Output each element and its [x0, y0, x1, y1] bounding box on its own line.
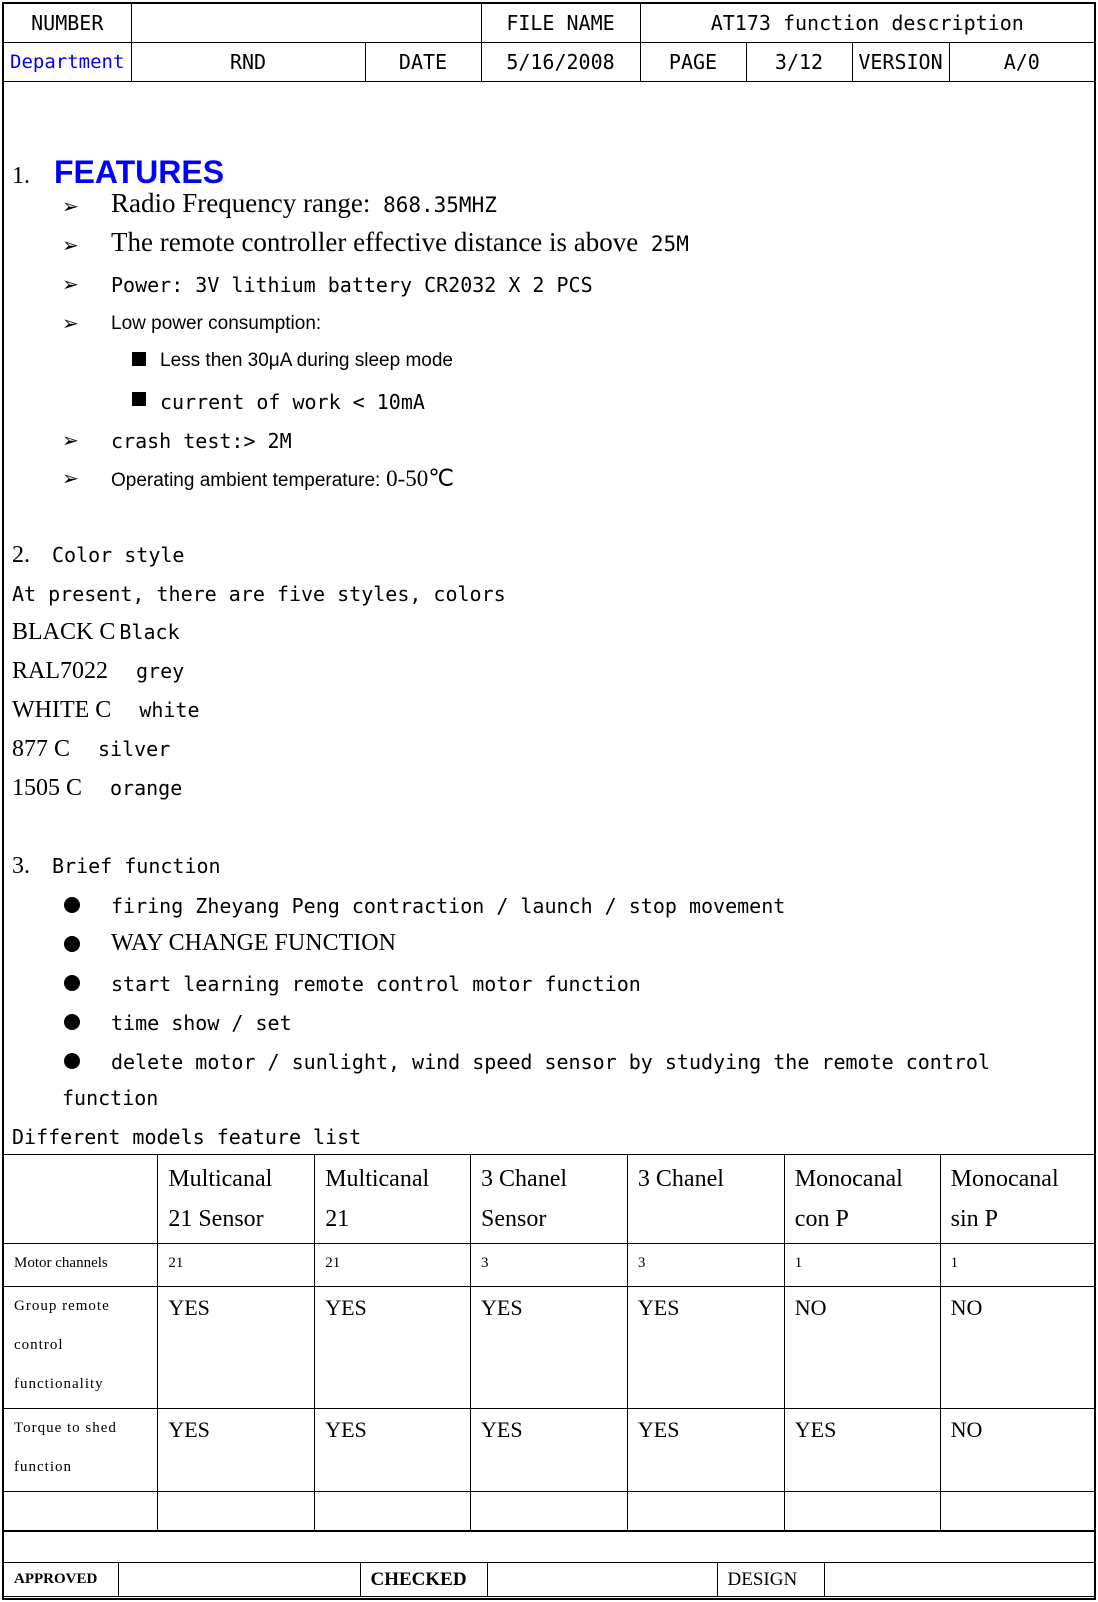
function-item: time show / set: [111, 1011, 292, 1035]
table-cell: [315, 1492, 471, 1532]
approved-value: [118, 1563, 360, 1597]
feature-item: Power: 3V lithium battery CR2032 X 2 PCS: [111, 273, 593, 297]
department-label: Department: [4, 43, 131, 82]
section3-title: Brief function: [52, 854, 221, 878]
arrow-bullet-icon: ➢: [62, 428, 79, 452]
section3-heading: [12, 853, 221, 880]
table-row: [4, 1244, 1094, 1287]
feature-item: Radio Frequency range: 868.35MHZ: [111, 188, 497, 218]
feature-sub-item: Less then 30μA during sleep mode: [160, 350, 453, 371]
feature-table: [4, 1154, 1094, 1532]
department-value: RND: [131, 43, 365, 82]
section2-heading: [12, 542, 184, 569]
footer-divider: [4, 1530, 1094, 1531]
feature-list-title: Different models feature list: [12, 1125, 362, 1149]
table-cell: [4, 1492, 158, 1532]
document-page: [2, 2, 1096, 1600]
table-cell: YES: [315, 1287, 471, 1409]
table-cell: YES: [627, 1409, 784, 1492]
round-bullet-icon: [64, 1053, 80, 1069]
color-item: 1505 C orange: [12, 775, 183, 801]
table-cell: NO: [784, 1287, 940, 1409]
column-header: Monocanal sin P: [940, 1155, 1094, 1244]
approved-label: APPROVED: [4, 1563, 118, 1597]
function-item: firing Zheyang Peng contraction / launch / stop movement: [111, 894, 786, 918]
round-bullet-icon: [64, 975, 80, 991]
row-label: Torque to shed function: [4, 1409, 158, 1492]
table-cell: [471, 1492, 628, 1532]
section1-title: FEATURES: [54, 154, 225, 190]
table-cell: YES: [784, 1409, 940, 1492]
arrow-bullet-icon: ➢: [62, 466, 79, 490]
column-header: 3 Chanel Sensor: [471, 1155, 628, 1244]
section2-title: Color style: [52, 543, 185, 567]
design-value: [824, 1563, 1094, 1597]
section3-number: 3.: [12, 853, 30, 879]
table-cell: NO: [940, 1409, 1094, 1492]
date-value: 5/16/2008: [481, 43, 640, 82]
color-item: WHITE C white: [12, 697, 200, 723]
feature-item: Low power consumption:: [111, 313, 322, 334]
file-name-value: AT173 function description: [640, 4, 1094, 43]
arrow-bullet-icon: ➢: [62, 194, 79, 218]
table-cell: YES: [471, 1287, 628, 1409]
column-header: Multicanal 21: [315, 1155, 471, 1244]
number-label: NUMBER: [4, 4, 131, 43]
table-cell: [784, 1492, 940, 1532]
table-cell: NO: [940, 1287, 1094, 1409]
column-header: 3 Chanel: [627, 1155, 784, 1244]
arrow-bullet-icon: ➢: [62, 233, 79, 257]
feature-table-header: [4, 1155, 1094, 1244]
table-row: [4, 1287, 1094, 1409]
design-label: DESIGN: [717, 1563, 824, 1597]
table-cell: YES: [158, 1409, 315, 1492]
table-row: [4, 1409, 1094, 1492]
column-header: Multicanal 21 Sensor: [158, 1155, 315, 1244]
table-cell: [627, 1492, 784, 1532]
section2-number: 2.: [12, 542, 30, 568]
document-header: [4, 4, 1094, 82]
function-item: WAY CHANGE FUNCTION: [111, 930, 396, 956]
function-item: delete motor / sunlight, wind speed sensor by studying the remote control: [111, 1050, 990, 1074]
arrow-bullet-icon: ➢: [62, 311, 79, 335]
version-label: VERSION: [852, 43, 949, 82]
table-cell: 1: [940, 1244, 1094, 1287]
checked-value: [487, 1563, 717, 1597]
color-intro: At present, there are five styles, colors: [12, 582, 506, 606]
table-cell: YES: [158, 1287, 315, 1409]
table-cell: [158, 1492, 315, 1532]
version-value: A/0: [949, 43, 1094, 82]
row-label: Group remote control functionality: [4, 1287, 158, 1409]
section1-number: 1.: [12, 163, 30, 189]
square-bullet-icon: [132, 392, 146, 406]
color-item: 877 C silver: [12, 736, 171, 762]
round-bullet-icon: [64, 897, 80, 913]
function-item-continuation: function: [62, 1086, 159, 1110]
round-bullet-icon: [64, 936, 80, 952]
row-label: Motor channels: [4, 1244, 158, 1287]
date-label: DATE: [365, 43, 481, 82]
color-item: BLACK C Black: [12, 619, 180, 645]
feature-item: Operating ambient temperature: 0-50℃: [111, 466, 455, 491]
number-value: [131, 4, 481, 43]
table-cell: 3: [471, 1244, 628, 1287]
table-cell: 21: [315, 1244, 471, 1287]
function-item: start learning remote control motor function: [111, 972, 641, 996]
arrow-bullet-icon: ➢: [62, 272, 79, 296]
table-row-empty: [4, 1492, 1094, 1532]
file-name-label: FILE NAME: [481, 4, 640, 43]
feature-item: crash test:> 2M: [111, 429, 292, 453]
section1-heading: [12, 154, 224, 191]
page-value: 3/12: [746, 43, 852, 82]
table-cell: YES: [315, 1409, 471, 1492]
table-cell: YES: [627, 1287, 784, 1409]
color-item: RAL7022 grey: [12, 658, 185, 684]
table-cell: 3: [627, 1244, 784, 1287]
square-bullet-icon: [132, 352, 146, 366]
table-cell: YES: [471, 1409, 628, 1492]
page-label: PAGE: [640, 43, 746, 82]
checked-label: CHECKED: [360, 1563, 487, 1597]
header-blank-cell: [4, 1155, 158, 1244]
feature-item: The remote controller effective distance is above 25M: [111, 227, 689, 257]
round-bullet-icon: [64, 1014, 80, 1030]
table-cell: 1: [784, 1244, 940, 1287]
signature-footer: [4, 1562, 1094, 1597]
column-header: Monocanal con P: [784, 1155, 940, 1244]
table-cell: 21: [158, 1244, 315, 1287]
feature-sub-item: current of work < 10mA: [160, 390, 425, 414]
table-cell: [940, 1492, 1094, 1532]
